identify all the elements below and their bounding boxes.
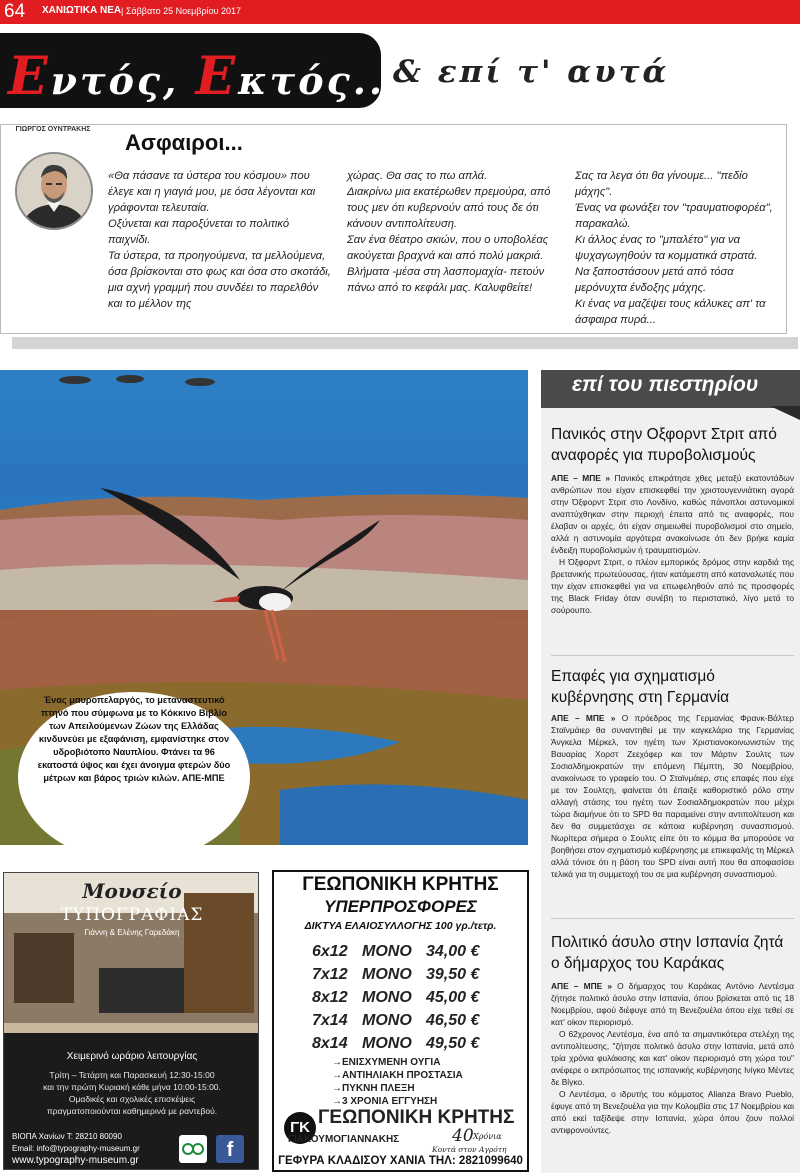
hours-line: Ομαδικές και σχολικές επισκέψεις bbox=[68, 1094, 196, 1104]
geo-years-number: 40 bbox=[452, 1126, 474, 1146]
column-text-2 bbox=[347, 168, 560, 296]
paragraph: Η Όξφορντ Στριτ, ο πλέον εμπορικός δρόμος στην καρδιά της βρετανικής πρωτεύουσας, ήταν κατάμεστη από καταναλωτές που την είχαν επισκεφθεί για να επωφεληθούν από τις προσφορές της Black Friday όταν συνέβη το περιστατικό, λίγο μετά το σούρουπο. bbox=[551, 557, 794, 615]
feature-list bbox=[332, 1056, 463, 1108]
paragraph: «Θα πάσανε τα ύστερα του κόσμου» που έλεγε και η γιαγιά μου, με όσα λέγονται και γράφονται τελευταία. bbox=[108, 170, 316, 214]
paragraph: Τα ύστερα, τα προηγούμενα, τα μελλούμενα, όσα βρίσκονται στο φως και όσα στο σκοτάδι, μια αχνή γραμμή που συνδέει το παρελθόν και το μέλλον της bbox=[108, 250, 331, 310]
section-word-1: ντός, bbox=[50, 58, 196, 103]
paragraph: Διακρίνω μια εκατέρωθεν πρεμούρα, από τους μεν ότι κυβερνούν από τους δε ότι κάνουν αντιπολίτευση. bbox=[347, 186, 551, 230]
paragraph: Σας τα λεγα ότι θα γίνουμε... "πεδίο μάχης". bbox=[575, 170, 748, 198]
article-lead: ΑΠΕ – ΜΠΕ » bbox=[551, 713, 616, 723]
article-text: Πανικός επικράτησε χθες μεταξύ εκατοντάδων ανθρώπων που είχαν επισκεφθεί την χριστουγεννιάτικη αγορά στην Όξφορντ Στριτ στο Λονδίνο, καθώς πάνοπλοι αστυνομικοί αναπτύχθηκαν στην περιοχή έπειτα από τις αναφορές, που έλαβαν οι αρχές, ότι είχαν σημειωθεί πυροβολισμοί στο σημείο, αλλά η αστυνομία αργότερα ανακοίνωσε ότι δεν βρήκε καμία ένδειξη πυροβολισμών ή τραυματισμών. bbox=[551, 473, 795, 555]
hours-line: πραγματοποιούνται καθημερινά με ραντεβού. bbox=[46, 1106, 218, 1116]
paragraph: Ο Λεντέσμα, ο ιδρυτής του κόμματος Alianza Bravo Pueblo, έφυγε από τη Βενεζουέλα για την Κολομβία στις 17 Νοεμβρίου και από εκεί ταξίδεψε στην Ισπανία, χώρα όπου ζουν πολλοί αντιφρονούντες. bbox=[551, 1089, 794, 1135]
price-row: 8x12 ΜΟΝΟ 45,00 € bbox=[312, 989, 480, 1006]
newspaper-name: ΧΑΝΙΩΤΙΚΑ ΝΕΑ bbox=[42, 5, 122, 16]
paragraph: Ένας να φωνάξει τον "τραυματιοφορέα", παρακαλώ. bbox=[575, 202, 773, 230]
geoponiki-ad bbox=[272, 870, 529, 1172]
geo-logo-icon: ΓΚ bbox=[284, 1112, 316, 1144]
geo-years-tagline: Κοντά στον Αγρότη bbox=[432, 1145, 507, 1154]
hours-line: και την πρώτη Κυριακή κάθε μήνα 10:00-15:00. bbox=[43, 1082, 221, 1092]
paragraph: Να ξαποστάσουν μετά από τόσα μερόνυχτα ένδοξης μάχης. bbox=[575, 266, 734, 294]
article-body bbox=[551, 712, 794, 880]
price-row: 6x12 ΜΟΝΟ 34,00 € bbox=[312, 943, 480, 960]
section-title-tail: & επί τ' αυτά bbox=[393, 54, 670, 90]
paragraph bbox=[551, 712, 794, 880]
museum-ad bbox=[3, 872, 259, 1170]
museum-hours bbox=[4, 1069, 259, 1117]
museum-email: Email: info@typography-museum.gr bbox=[12, 1144, 140, 1153]
feature-item: →3 ΧΡΟΝΙΑ ΕΓΓΥΗΣΗ bbox=[332, 1096, 438, 1107]
price-row: 7x12 ΜΟΝΟ 39,50 € bbox=[312, 966, 480, 983]
column-text-1 bbox=[108, 168, 331, 312]
article-title: Επαφές για σχηματισμό κυβέρνησης στη Γερμανία bbox=[551, 668, 730, 706]
article-title: Πολιτικό άσυλο στην Ισπανία ζητά ο δήμαρχος του Καράκας bbox=[551, 934, 784, 972]
article-text: Ο πρόεδρος της Γερμανίας Φρανκ-Βάλτερ Σταϊνμάιερ θα συναντηθεί με την καγκελάριο της Γερμανίας Άνγκελα Μέρκελ, τον ηγέτη των Χριστιανοκοινωνιστών της Βαυαρίας Χορστ Ζεεχόφερ και τον Μάρτιν Σουλτς των Σοσιαλδημοκρατών την επόμενη Πέμπτη, 30 Νοεμβρίου, ανακοίνωσε το γραφείο του. Ο Σταϊνμάιερ, στις επαφές που είχε με τον Σουλτςη, φαίνεται ότι έπαιξε καθοριστικό ρόλο στην αλλαγή στάσης του ηγέτη των Σοσιαλδημοκρατών που μέχρι τώρα διαμήνυε ότι το SPD θα παραμείνει στην αντιπολίτευση και δεν θα συμμετάσχει σε κάποια κυβέρνηση συνασπισμού. Νωρίτερα σήμερα ο Σουλτς είπε ότι το κόμμα θα μπορούσε να βοηθήσει στον σχηματισμό κυβέρνησης με επικεφαλής τη Μέρκελ αλλά τόνισε ότι η βάση του SPD είναι αυτή που θα αποφασίσει τελικά για τη συμμετοχή του σε μια κυβέρνηση συνασπισμού. bbox=[551, 713, 794, 879]
page-number: 64 bbox=[4, 1, 26, 22]
column-author: ΓΙΩΡΓΟΣ ΟΥΝΤΡΑΚΗΣ bbox=[15, 126, 91, 133]
column-text-3 bbox=[575, 168, 782, 328]
paragraph bbox=[551, 472, 794, 556]
price-row: 7x14 ΜΟΝΟ 46,50 € bbox=[312, 1012, 480, 1029]
section-initial-2: Ε bbox=[195, 46, 239, 107]
feature-item: →ΑΝΤΙΗΛΙΑΚΗ ΠΡΟΣΤΑΣΙΑ bbox=[332, 1070, 463, 1081]
section-title bbox=[8, 46, 401, 107]
paragraph: Ο 62χρονος Λεντέσμα, ένα από τα σημαντικότερα στελέχη της αντιπολίτευσης, "ζήτησε πολιτικό άσυλο στην Ισπανία, μετά από τρία χρόνια φυλάκισης και κατ' οίκον περιορισμό στη χώρα του" ανέφερε ο εκπρόσωπος της ισπανικής κυβέρνησης Ινίγκο Μέντες δε Βίγκο. bbox=[551, 1029, 794, 1087]
section-word-2: κτός... bbox=[238, 58, 402, 103]
facebook-icon[interactable]: f bbox=[216, 1135, 244, 1163]
article-body bbox=[551, 472, 794, 616]
geo-address: ΓΕΦΥΡΑ ΚΛΑΔΙΣΟΥ ΧΑΝΙΑ ΤΗΛ: 2821099640 bbox=[278, 1155, 523, 1167]
article-lead: ΑΠΕ – ΜΠΕ » bbox=[551, 981, 612, 991]
geo-subtitle: ΥΠΕΡΠΡΟΣΦΟΡΕΣ bbox=[324, 897, 477, 916]
geo-nets-line: ΔΙΚΤΥΑ ΕΛΑΙΟΣΥΛΛΟΓΗΣ 100 γρ./τετρ. bbox=[304, 920, 497, 932]
photo-caption: Ένας μαυροπελαργός, το μεταναστευτικό πτηνό που σύμφωνα με το Κόκκινο Βιβλίο των Απειλούμενων Ζώων της Ελλάδας κινδυνεύει με εξαφάνιση, εμφανίστηκε στον υδροβιότοπο Ναυπλίου. Φτάνει τα 96 εκατοστά ύψος και έχει άνοιγμα φτερών δύο μέτρων και βάρος τριών κιλών. ΑΠΕ-ΜΠΕ bbox=[37, 695, 231, 783]
column-shadow bbox=[12, 337, 798, 349]
feature-item: →ΠΥΚΝΗ ΠΛΕΞΗ bbox=[332, 1083, 415, 1094]
geo-title: ΓΕΩΠΟΝΙΚΗ ΚΡΗΤΗΣ bbox=[302, 874, 499, 895]
article-lead: ΑΠΕ – ΜΠΕ » bbox=[551, 473, 611, 483]
museum-phone: ΒΙΟΠΑ Χανίων Τ: 28210 80090 bbox=[12, 1132, 122, 1141]
column-title: Ασφαιροι... bbox=[125, 130, 243, 155]
article-title: Πανικός στην Οξφορντ Στριτ από αναφορές για πυροβολισμούς bbox=[551, 426, 777, 464]
tripadvisor-icon[interactable] bbox=[179, 1135, 207, 1163]
article-divider bbox=[551, 918, 794, 919]
paragraph: Βλήματα -μέσα στη λασπομαχία- πετούν πάνω από το κεφάλι μας. Καλυφθείτε! bbox=[347, 266, 545, 294]
article-divider bbox=[551, 655, 794, 656]
museum-contact bbox=[12, 1131, 140, 1167]
press-ribbon-title: επί του πιεστηρίου bbox=[572, 373, 759, 396]
museum-website[interactable]: www.typography-museum.gr bbox=[12, 1155, 139, 1166]
article-text: Ο δήμαρχος του Καράκας Αντόνιο Λεντέσμα ζήτησε πολιτικό άσυλο στην Ισπανία, όπου βρίσκεται από τις 18 Νοεμβρίου, αφού διέφυγε από τη Βενεζουέλα όπου είχε τεθεί σε κατ' οίκον περιορισμό. bbox=[551, 981, 794, 1027]
museum-hours-title: Χειμερινό ωράριο λειτουργίας bbox=[66, 1051, 198, 1062]
paragraph: Σαν ένα θέατρο σκιών, που ο υποβολέας ακούγεται βραχνά και από πολύ μακριά. bbox=[347, 234, 549, 262]
paragraph: Κι ένας να μαζέψει τους κάλυκες απ' τα άσφαιρα πυρά... bbox=[575, 298, 766, 326]
issue-date: | Σάββατο 25 Νοεμβρίου 2017 bbox=[121, 6, 242, 16]
section-initial-1: Ε bbox=[8, 46, 51, 107]
price-row: 8x14 ΜΟΝΟ 49,50 € bbox=[312, 1035, 480, 1052]
museum-title: ΤΥΠΟΓΡΑΦΙΑΣ bbox=[60, 905, 204, 925]
geo-years-text: Χρόνια bbox=[473, 1132, 502, 1141]
museum-subtitle: Γιάννη & Ελένης Γαρεδάκη bbox=[84, 928, 180, 937]
paragraph: χώρας. Θα σας το πω απλά. bbox=[347, 170, 488, 182]
article-body bbox=[551, 980, 794, 1136]
geo-brand: ΓΕΩΠΟΝΙΚΗ ΚΡΗΤΗΣ bbox=[318, 1107, 515, 1128]
feature-item: →ΕΝΙΣΧΥΜΕΝΗ ΟΥΓΙΑ bbox=[332, 1057, 441, 1068]
museum-logo: Μουσείο bbox=[82, 879, 182, 903]
paragraph: Κι άλλος ένας το "μπαλέτο" για να ψυχαγωγηθούν τα κομματικά στρατά. bbox=[575, 234, 758, 262]
hours-line: Τρίτη – Τετάρτη και Παρασκευή 12:30-15:00 bbox=[49, 1070, 215, 1080]
ribbon-fold-icon bbox=[770, 406, 800, 420]
paragraph bbox=[551, 980, 794, 1028]
author-avatar bbox=[15, 152, 93, 230]
price-list bbox=[312, 940, 479, 1055]
geo-owner: ΓΙΑΚΟΥΜΟΓΙΑΝΝΑΚΗΣ bbox=[288, 1134, 400, 1145]
paragraph: Οξύνεται και παροξύνεται το πολιτικό παιχνίδι. bbox=[108, 218, 290, 246]
